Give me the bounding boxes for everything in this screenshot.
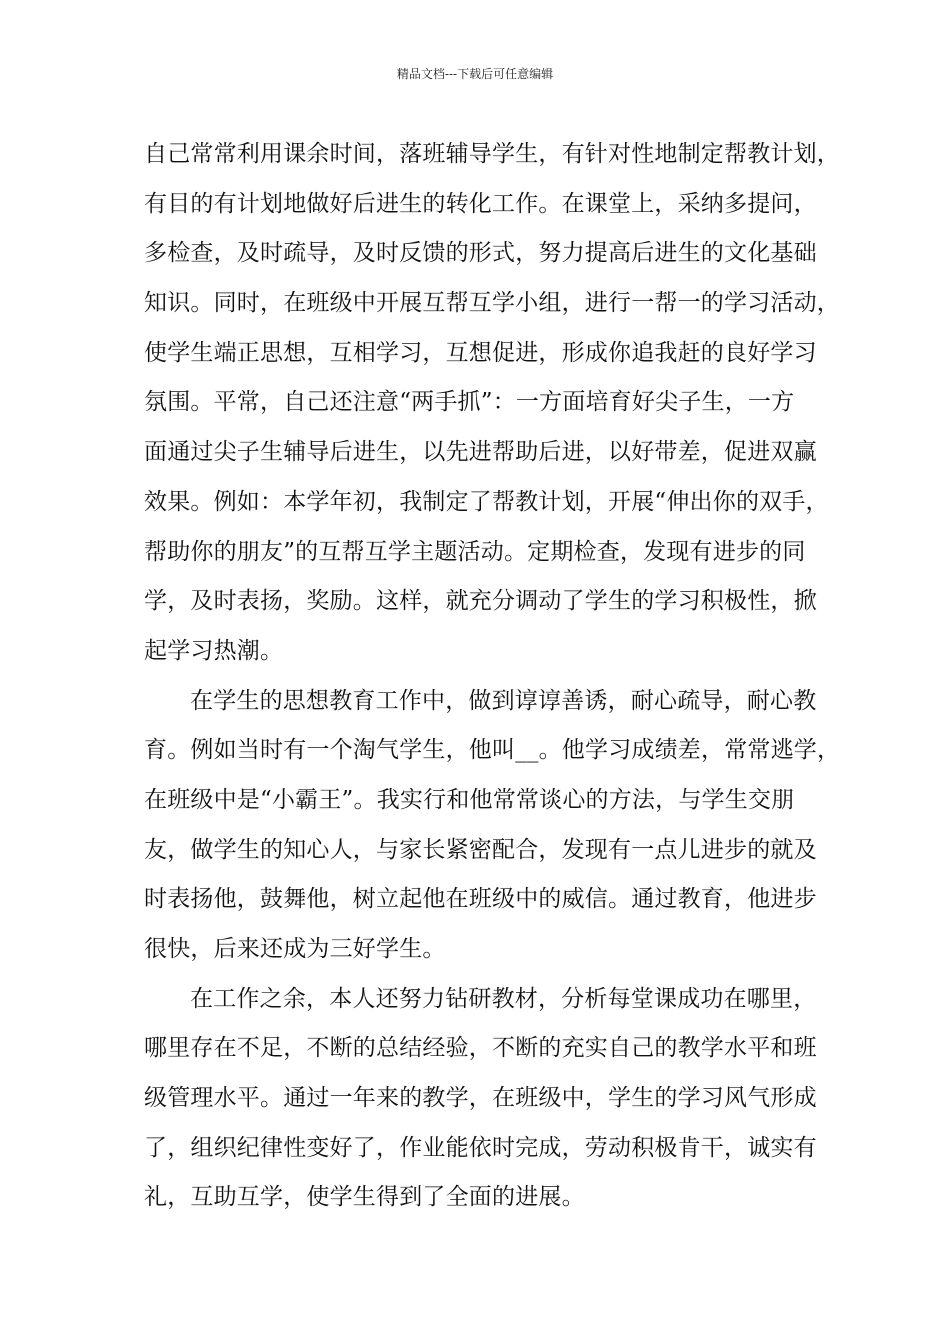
text-line: 知识。同时，在班级中开展互帮互学小组，进行一帮一的学习活动， <box>144 290 840 317</box>
text-line: 哪里存在不足，不断的总结经验，不断的充实自己的教学水平和班 <box>144 1035 817 1062</box>
page-header: 精品文档---下载后可任意编辑 <box>396 67 554 81</box>
text-line: 使学生端正思想，互相学习，互想促进，形成你追我赶的良好学习 <box>144 339 817 366</box>
text-line: 了，组织纪律性变好了，作业能依时完成，劳动积极肯干，诚实有 <box>144 1134 817 1161</box>
paragraph <box>144 130 840 677</box>
text-line: 友，做学生的知心人，与家长紧密配合，发现有一点儿进步的就及 <box>144 836 817 863</box>
text-line: 起学习热潮。 <box>144 637 284 664</box>
text-line: 学，及时表扬，奖励。这样，就充分调动了学生的学习积极性，掀 <box>144 588 817 615</box>
text-line: 时表扬他，鼓舞他，树立起他在班级中的威信。通过教育，他进步 <box>144 886 817 913</box>
text-line: 氛围。平常，自己还注意“两手抓”：一方面培育好尖子生，一方 <box>144 389 795 416</box>
text-line: 在工作之余，本人还努力钻研教材，分析每堂课成功在哪里， <box>190 985 817 1012</box>
document-body <box>144 130 841 1223</box>
text-line: 帮助你的朋友”的互帮互学主题活动。定期检查，发现有进步的同 <box>144 538 806 565</box>
paragraph <box>144 975 824 1223</box>
text-line: 在学生的思想教育工作中，做到谆谆善诱，耐心疏导，耐心教 <box>190 687 817 714</box>
text-line: 级管理水平。通过一年来的教学，在班级中，学生的学习风气形成 <box>144 1085 817 1112</box>
text-line: 面通过尖子生辅导后进生，以先进帮助后进，以好带差，促进双赢 <box>144 439 817 466</box>
text-line: 多检查，及时疏导，及时反馈的形式，努力提高后进生的文化基础 <box>144 240 817 267</box>
text-line: 自己常常利用课余时间，落班辅导学生，有针对性地制定帮教计划， <box>144 141 840 167</box>
paragraph <box>144 677 841 975</box>
text-line: 礼，互助互学，使学生得到了全面的进展。 <box>144 1184 585 1211</box>
text-line: 效果。例如：本学年初，我制定了帮教计划，开展“伸出你的双手， <box>144 488 829 515</box>
text-line: 育。例如当时有一个淘气学生，他叫__。他学习成绩差，常常逃学， <box>144 737 841 764</box>
text-line: 在班级中是“小霸王”。我实行和他常常谈心的方法，与学生交朋 <box>144 786 795 813</box>
text-line: 很快，后来还成为三好学生。 <box>144 936 446 962</box>
text-line: 有目的有计划地做好后进生的转化工作。在课堂上，采纳多提问， <box>144 190 817 217</box>
